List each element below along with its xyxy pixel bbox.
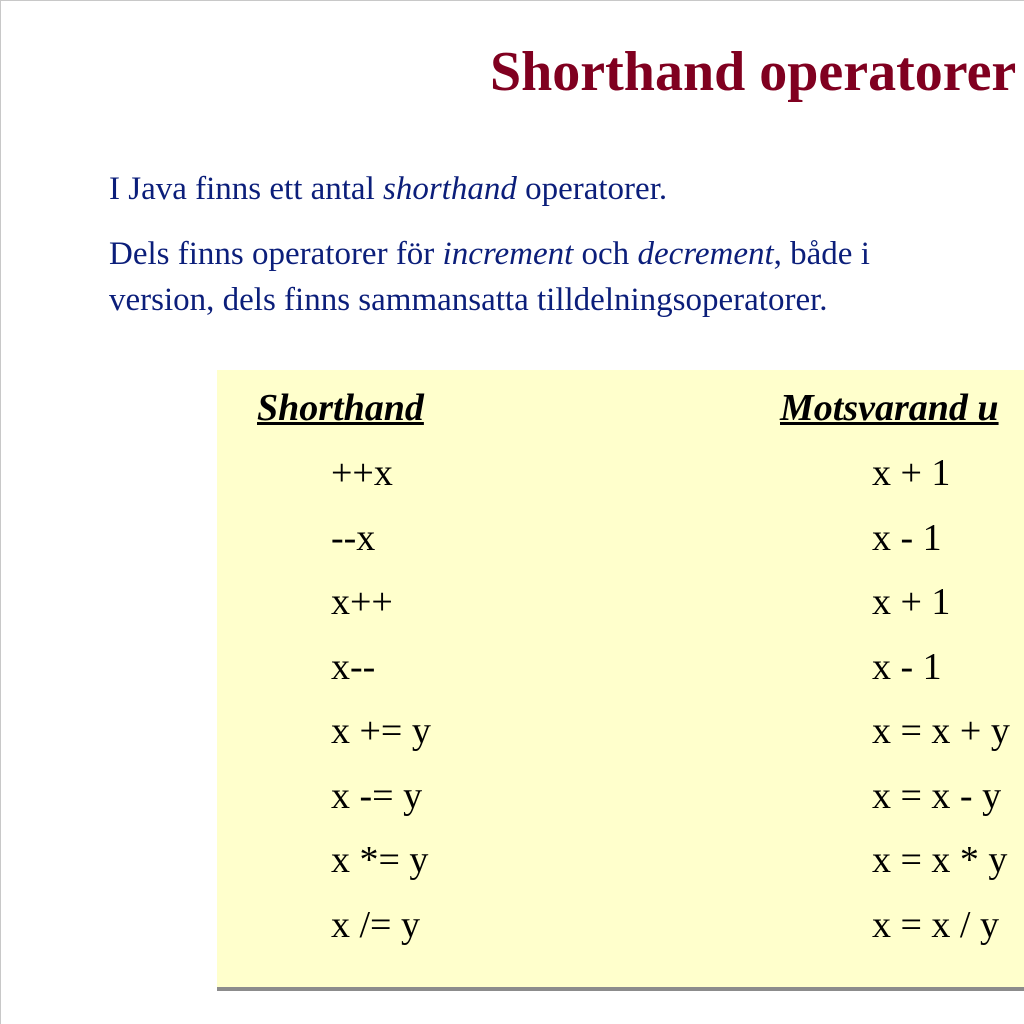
intro-text-before: I Java finns ett antal [109, 171, 383, 207]
intro-text-after: operatorer. [516, 171, 668, 207]
table-row [1, 450, 1024, 515]
description-part2: och [573, 236, 638, 272]
column-header-equivalent: Motsvarand u [780, 387, 999, 429]
shorthand-cell: x-- [331, 645, 376, 688]
shorthand-cell: x /= y [331, 903, 420, 946]
shorthand-cell: --x [331, 516, 376, 559]
equivalent-cell: x - 1 [872, 516, 942, 559]
equivalent-cell: x = x / y [872, 903, 999, 946]
shorthand-cell: x++ [331, 581, 393, 623]
operator-table [1, 450, 1024, 966]
equivalent-cell: x + 1 [872, 452, 951, 494]
equivalent-cell: x - 1 [872, 645, 942, 688]
table-row [1, 902, 1024, 967]
column-header-shorthand: Shorthand [257, 387, 424, 429]
table-row [1, 515, 1024, 580]
slide-title: Shorthand operatorer [490, 41, 1017, 103]
equivalent-cell: x = x - y [872, 774, 1002, 817]
shorthand-cell: ++x [331, 452, 393, 494]
table-row [1, 579, 1024, 644]
shorthand-cell: x += y [331, 710, 431, 752]
description-part3: , både i [773, 236, 870, 272]
description-emphasis-decrement: decrement [637, 236, 774, 272]
shorthand-cell: x -= y [331, 774, 423, 817]
table-row [1, 837, 1024, 902]
intro-emphasis: shorthand [383, 171, 517, 207]
description-part1: Dels finns operatorer för [109, 236, 443, 272]
equivalent-cell: x = x * y [872, 839, 1008, 881]
table-row [1, 644, 1024, 709]
description-line2: version, dels finns sammansatta tilldelningsoperatorer. [109, 282, 828, 318]
shorthand-cell: x *= y [331, 839, 429, 881]
description-emphasis-increment: increment [442, 236, 574, 272]
equivalent-cell: x = x + y [872, 710, 1010, 752]
table-row [1, 773, 1024, 838]
intro-paragraph [109, 166, 667, 212]
table-row [1, 708, 1024, 773]
description-paragraph [109, 231, 870, 323]
equivalent-cell: x + 1 [872, 581, 951, 623]
